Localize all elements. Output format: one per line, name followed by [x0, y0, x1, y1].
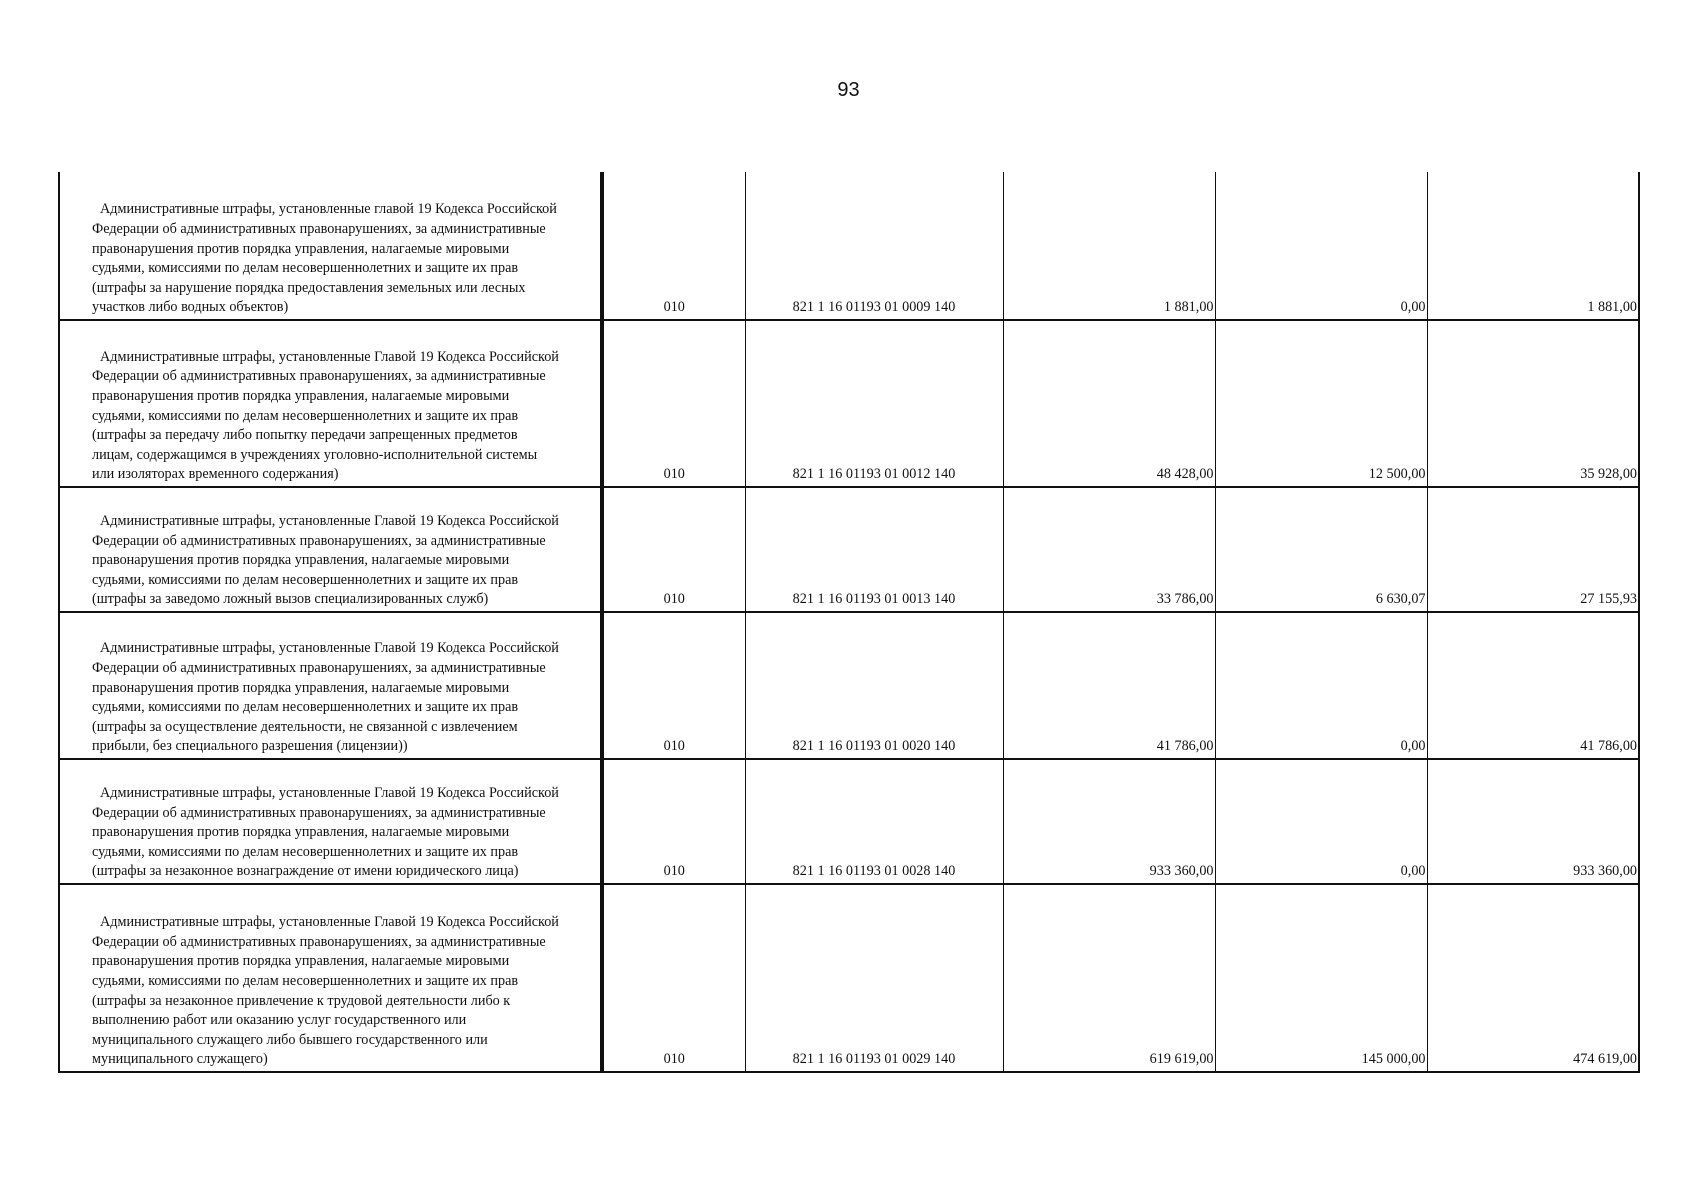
- row-executed-cell: 6 630,07: [1215, 487, 1427, 612]
- row-unexecuted-cell: 1 881,00: [1427, 172, 1639, 320]
- revenue-table: [58, 172, 1640, 1073]
- table-row: [59, 172, 1639, 320]
- row-line-code-cell: 010: [602, 487, 745, 612]
- row-unexecuted-cell: 35 928,00: [1427, 320, 1639, 487]
- page-number: 93: [837, 79, 860, 101]
- table-row: [59, 320, 1639, 487]
- row-name-cell: Административные штрафы, установленные Главой 19 Кодекса Российской Федерации об административных правонарушениях, за административные правонарушения против порядка управления, налагаемые мировыми судьями, комиссиями по делам несовершеннолетних и защите их прав (штрафы за заведомо ложный вызов специализированных служб): [59, 487, 602, 612]
- row-name-cell: Административные штрафы, установленные главой 19 Кодекса Российской Федерации об административных правонарушениях, за административные правонарушения против порядка управления, налагаемые мировыми судьями, комиссиями по делам несовершеннолетних и защите их прав (штрафы за нарушение порядка предоставления земельных или лесных участков либо водных объектов): [59, 172, 602, 320]
- table-row: [59, 884, 1639, 1072]
- row-budget-code-cell: 821 1 16 01193 01 0012 140: [745, 320, 1003, 487]
- table-row: [59, 759, 1639, 884]
- row-name-cell: Административные штрафы, установленные Главой 19 Кодекса Российской Федерации об административных правонарушениях, за административные правонарушения против порядка управления, налагаемые мировыми судьями, комиссиями по делам несовершеннолетних и защите их прав (штрафы за осуществление деятельности, не связанной с извлечением прибыли, без специального разрешения (лицензии)): [59, 612, 602, 759]
- row-line-code-cell: 010: [602, 612, 745, 759]
- row-approved-cell: 619 619,00: [1003, 884, 1215, 1072]
- row-line-code-cell: 010: [602, 884, 745, 1072]
- row-executed-cell: 0,00: [1215, 172, 1427, 320]
- row-executed-cell: 0,00: [1215, 612, 1427, 759]
- row-unexecuted-cell: 474 619,00: [1427, 884, 1639, 1072]
- row-unexecuted-cell: 27 155,93: [1427, 487, 1639, 612]
- row-approved-cell: 48 428,00: [1003, 320, 1215, 487]
- row-budget-code-cell: 821 1 16 01193 01 0020 140: [745, 612, 1003, 759]
- row-executed-cell: 0,00: [1215, 759, 1427, 884]
- row-name-cell: Административные штрафы, установленные Главой 19 Кодекса Российской Федерации об административных правонарушениях, за административные правонарушения против порядка управления, налагаемые мировыми судьями, комиссиями по делам несовершеннолетних и защите их прав (штрафы за незаконное привлечение к трудовой деятельности либо к выполнению работ или оказанию услуг государственного или муниципального служащего либо бывшего государственного или муниципального служащего): [59, 884, 602, 1072]
- row-budget-code-cell: 821 1 16 01193 01 0009 140: [745, 172, 1003, 320]
- row-budget-code-cell: 821 1 16 01193 01 0013 140: [745, 487, 1003, 612]
- row-line-code-cell: 010: [602, 320, 745, 487]
- row-line-code-cell: 010: [602, 172, 745, 320]
- row-executed-cell: 12 500,00: [1215, 320, 1427, 487]
- row-executed-cell: 145 000,00: [1215, 884, 1427, 1072]
- row-line-code-cell: 010: [602, 759, 745, 884]
- row-approved-cell: 41 786,00: [1003, 612, 1215, 759]
- row-budget-code-cell: 821 1 16 01193 01 0029 140: [745, 884, 1003, 1072]
- row-name-cell: Административные штрафы, установленные Главой 19 Кодекса Российской Федерации об административных правонарушениях, за административные правонарушения против порядка управления, налагаемые мировыми судьями, комиссиями по делам несовершеннолетних и защите их прав (штрафы за незаконное вознаграждение от имени юридического лица): [59, 759, 602, 884]
- row-approved-cell: 933 360,00: [1003, 759, 1215, 884]
- row-approved-cell: 1 881,00: [1003, 172, 1215, 320]
- row-budget-code-cell: 821 1 16 01193 01 0028 140: [745, 759, 1003, 884]
- table-row: [59, 612, 1639, 759]
- row-unexecuted-cell: 41 786,00: [1427, 612, 1639, 759]
- row-name-cell: Административные штрафы, установленные Главой 19 Кодекса Российской Федерации об административных правонарушениях, за административные правонарушения против порядка управления, налагаемые мировыми судьями, комиссиями по делам несовершеннолетних и защите их прав (штрафы за передачу либо попытку передачи запрещенных предметов лицам, содержащимся в учреждениях уголовно-исполнительной системы или изоляторах временного содержания): [59, 320, 602, 487]
- table-row: [59, 487, 1639, 612]
- row-unexecuted-cell: 933 360,00: [1427, 759, 1639, 884]
- row-approved-cell: 33 786,00: [1003, 487, 1215, 612]
